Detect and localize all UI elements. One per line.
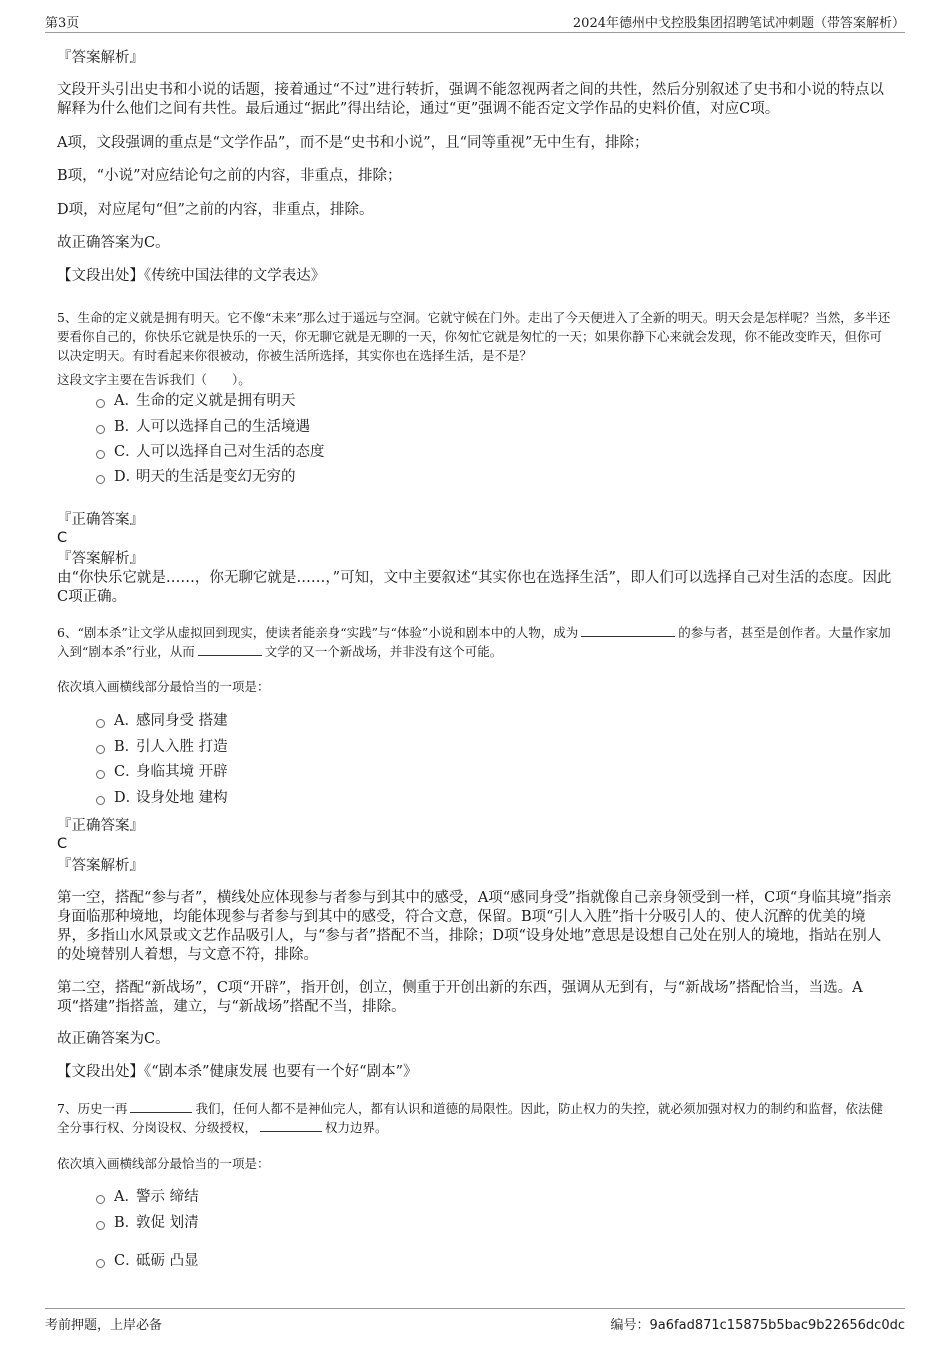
- q5-stem: 5、生命的定义就是拥有明天。它不像“未来”那么过于遥远与空洞。它就守候在门外。走出了今天便进入了全新的明天。明天会是怎样呢？当然，多半还要看你自己的，你快乐它就是快乐的一天，你无聊它就是无聊的一天，你匆忙它就是匆忙的一天；如果你静下心来就会发现，你不能改变昨天，但你可以决定明天。有时看起来你很被动，你被生活所选择，其实你也在选择生活，是不是？: [57, 310, 891, 363]
- q6-option-b[interactable]: [96, 738, 228, 757]
- q6-analysis-para2: 第二空，搭配“新战场”，C项“开辟”，指开创，创立，侧重于开创出新的东西，强调从无到有，与“新战场”搭配恰当，当选。A项“搭建”指搭盖，建立，与“新战场”搭配不当，排除。: [57, 980, 863, 1015]
- header-divider: [45, 32, 905, 33]
- q7-stem-part2: 我们，任何人都不是神仙完人，都有认识和道德的局限性。因此，防止权力的失控，就必须加强对权力的制约和监督，依法健全分事行权、分岗设权、分级授权，: [57, 1101, 883, 1135]
- q6-prompt: 依次填入画横线部分最恰当的一项是：: [57, 679, 270, 694]
- option-letter: B．: [114, 419, 140, 435]
- code-label: 编号：: [610, 1318, 650, 1333]
- q7-stem: [57, 1099, 892, 1137]
- page-number: 第3页: [45, 16, 80, 31]
- option-letter: C．: [114, 764, 140, 780]
- option-letter: A．: [114, 713, 139, 729]
- q5-option-d[interactable]: [96, 468, 296, 487]
- q7-stem-part1: 7、历史一再: [57, 1101, 128, 1116]
- q4-analysis-option-d: D项，对应尾句“但”之前的内容，非重点，排除。: [57, 202, 374, 218]
- q5-correct-heading: 『正确答案』: [57, 512, 144, 528]
- option-text: 生命的定义就是拥有明天: [136, 393, 296, 409]
- option-text: 身临其境 开辟: [136, 764, 228, 780]
- document-title: 2024年德州中戈控股集团招聘笔试冲刺题（带答案解析）: [572, 16, 905, 31]
- q7-option-b[interactable]: [96, 1214, 199, 1233]
- q5-option-a[interactable]: [96, 392, 296, 411]
- option-text: 明天的生活是变幻无穷的: [136, 469, 296, 485]
- radio-button[interactable]: [96, 475, 105, 484]
- radio-button[interactable]: [96, 425, 105, 434]
- option-letter: B．: [114, 1215, 140, 1231]
- q6-analysis-para1: 第一空，搭配“参与者”，横线处应体现参与者参与到其中的感受，A项“感同身受”指就像自己亲身领受到一样，C项“身临其境”指亲身面临那种境地，均能体现参与者参与到其中的感受，符合文意，保留。B项“引人入胜”指十分吸引人的、使人沉醉的优美的境界，多指山水风景或文艺作品吸引人，与“参与者”搭配不当，排除；D项“设身处地”意思是设想自己处在别人的境地，指站在别人的处境替别人着想，与文意不符，排除。: [57, 890, 892, 963]
- q6-stem-part3: 文学的又一个新战场，并非没有这个可能。: [264, 644, 503, 659]
- radio-button[interactable]: [96, 1195, 105, 1204]
- q5-analysis: 由“你快乐它就是……，你无聊它就是……，”可知，文中主要叙述“其实你也在选择生活”，即人们可以选择自己对生活的态度。因此C项正确。: [57, 570, 892, 605]
- q6-source: 【文段出处】《“剧本杀”健康发展 也要有一个好“剧本”》: [57, 1064, 418, 1080]
- option-letter: C．: [114, 1253, 140, 1269]
- q5-prompt: 这段文字主要在告诉我们（ ）。: [57, 372, 251, 387]
- fill-blank-1: [130, 1100, 192, 1113]
- radio-button[interactable]: [96, 1221, 105, 1230]
- option-text: 设身处地 建构: [136, 790, 228, 806]
- radio-button[interactable]: [96, 1259, 105, 1268]
- fill-blank-2: [260, 1119, 322, 1132]
- q4-conclusion: 故正确答案为C。: [57, 235, 170, 251]
- option-letter: B．: [114, 739, 140, 755]
- q4-analysis-option-b: B项，“小说”对应结论句之前的内容，非重点，排除；: [57, 168, 402, 184]
- q6-option-a[interactable]: [96, 712, 228, 731]
- q7-prompt: 依次填入画横线部分最恰当的一项是：: [57, 1156, 270, 1171]
- option-text: 感同身受 搭建: [136, 713, 228, 729]
- q5-option-c[interactable]: [96, 443, 325, 462]
- q4-analysis-heading: 『答案解析』: [57, 50, 144, 66]
- q6-option-c[interactable]: [96, 763, 228, 782]
- q6-analysis-heading: 『答案解析』: [57, 858, 144, 874]
- code-value: 9a6fad871c15875b5bac9b22656dc0dc: [649, 1318, 905, 1333]
- option-text: 警示 缔结: [136, 1189, 199, 1205]
- radio-button[interactable]: [96, 719, 105, 728]
- option-text: 砥砺 凸显: [136, 1253, 199, 1269]
- q6-stem-part1: 6、“剧本杀”让文学从虚拟回到现实，使读者能亲身“实践”与“体验”小说和剧本中的人物，成为: [57, 625, 579, 640]
- q5-correct-answer: C: [57, 530, 68, 546]
- q6-stem-part2: 的参与者，甚至是创作者。大量作家加入到“剧本杀”行业，从而: [57, 625, 891, 659]
- option-letter: D．: [114, 790, 141, 806]
- fill-blank-2: [198, 643, 262, 656]
- option-text: 引人入胜 打造: [136, 739, 228, 755]
- radio-button[interactable]: [96, 399, 105, 408]
- option-text: 人可以选择自己对生活的态度: [136, 444, 325, 460]
- footer-code: [611, 1314, 905, 1333]
- option-text: 敦促 划清: [136, 1215, 199, 1231]
- option-letter: D．: [114, 469, 141, 485]
- q6-stem: [57, 623, 892, 661]
- option-letter: C．: [114, 444, 140, 460]
- radio-button[interactable]: [96, 770, 105, 779]
- radio-button[interactable]: [96, 745, 105, 754]
- q4-source: 【文段出处】《传统中国法律的文学表达》: [57, 268, 326, 284]
- q6-conclusion: 故正确答案为C。: [57, 1031, 170, 1047]
- q6-correct-heading: 『正确答案』: [57, 818, 144, 834]
- footer-slogan: 考前押题，上岸必备: [45, 1318, 163, 1333]
- q5-analysis-heading: 『答案解析』: [57, 551, 144, 567]
- fill-blank-1: [581, 624, 675, 637]
- q5-option-b[interactable]: [96, 418, 310, 437]
- q6-correct-answer: C: [57, 836, 68, 852]
- q7-option-a[interactable]: [96, 1188, 199, 1207]
- option-letter: A．: [114, 393, 139, 409]
- footer-divider: [45, 1308, 905, 1309]
- q4-analysis-option-a: A项，文段强调的重点是“文学作品”，而不是“史书和小说”，且“同等重视”无中生有，排除；: [57, 135, 649, 151]
- option-text: 人可以选择自己的生活境遇: [136, 419, 310, 435]
- q6-option-d[interactable]: [96, 789, 228, 808]
- q7-stem-part3: 权力边界。: [325, 1120, 388, 1135]
- radio-button[interactable]: [96, 450, 105, 459]
- q4-analysis-para: 文段开头引出史书和小说的话题，接着通过“不过”进行转折，强调不能忽视两者之间的共性，然后分别叙述了史书和小说的特点以解释为什么他们之间有共性。最后通过“据此”得出结论，通过“更”强调不能否定文学作品的史料价值，对应C项。: [57, 82, 884, 117]
- q7-option-c[interactable]: [96, 1252, 199, 1271]
- radio-button[interactable]: [96, 796, 105, 805]
- option-letter: A．: [114, 1189, 139, 1205]
